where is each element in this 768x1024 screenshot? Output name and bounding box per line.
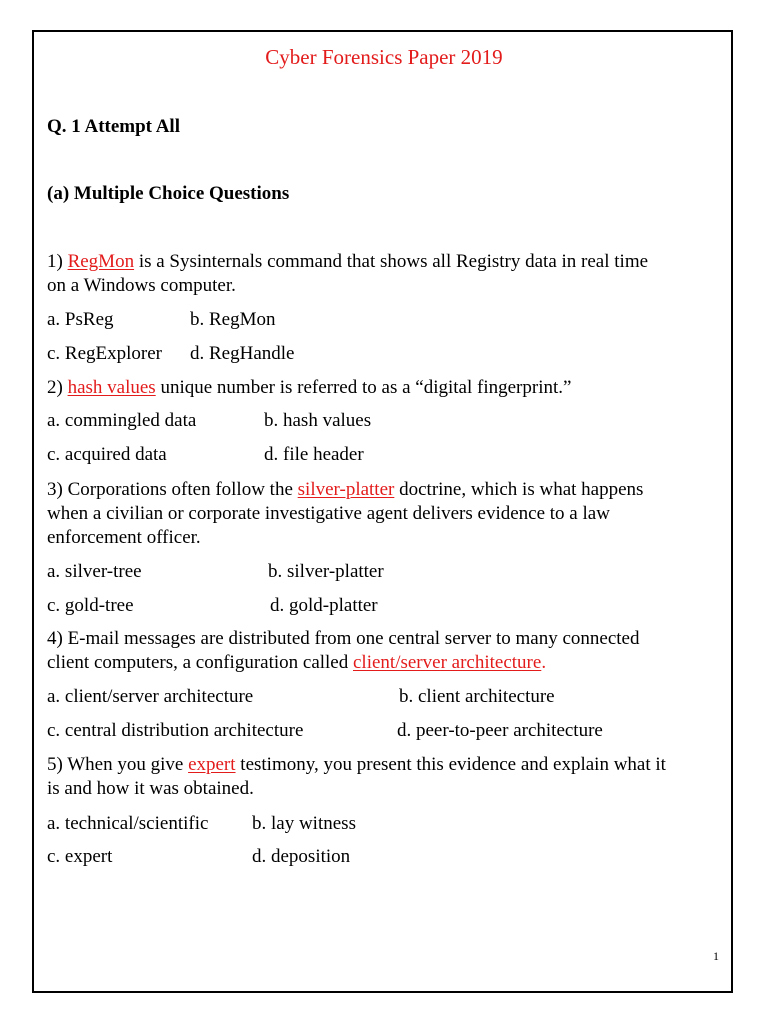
question-4-prefix: client computers, a configuration called — [47, 652, 353, 673]
page-title: Cyber Forensics Paper 2019 — [265, 45, 503, 69]
question-5-suffix: testimony, you present this evidence and explain what it — [235, 754, 666, 775]
question-4-option-a: a. client/server architecture — [47, 686, 254, 707]
question-5-answer: expert — [188, 754, 236, 775]
question-3-prefix: 3) Corporations often follow the — [47, 479, 298, 500]
question-2-suffix: unique number is referred to as a “digital fingerprint.” — [155, 377, 572, 398]
question-2-option-d: d. file header — [264, 444, 364, 465]
question-1-option-d: d. RegHandle — [190, 343, 295, 364]
question-3-option-a: a. silver-tree — [47, 561, 142, 582]
question-1-line-2: on a Windows computer. — [47, 275, 236, 296]
question-3-option-c: c. gold-tree — [47, 595, 134, 616]
question-5-prefix: 5) When you give — [47, 754, 189, 775]
question-2-option-b: b. hash values — [264, 410, 372, 431]
question-4-line-1: 4) E-mail messages are distributed from one central server to many connected — [47, 628, 640, 649]
section-heading: Q. 1 Attempt All — [47, 116, 180, 137]
question-3-suffix: doctrine, which is what happens — [394, 479, 644, 500]
question-4-option-b: b. client architecture — [399, 686, 555, 707]
question-4-answer: client/server architecture — [353, 652, 542, 673]
question-2-option-c: c. acquired data — [47, 444, 167, 465]
question-1-option-c: c. RegExplorer — [47, 343, 163, 364]
question-2-prefix: 2) — [47, 377, 68, 398]
question-5-option-a: a. technical/scientific — [47, 813, 209, 834]
question-2-line-1 — [47, 376, 571, 400]
question-4-option-c: c. central distribution architecture — [47, 720, 304, 741]
question-4-line-2 — [47, 651, 546, 675]
question-1-answer: RegMon — [67, 251, 135, 272]
question-3-line-3: enforcement officer. — [47, 527, 201, 548]
question-5-line-2: is and how it was obtained. — [47, 778, 254, 799]
question-5-option-c: c. expert — [47, 846, 113, 867]
question-3-line-1 — [47, 478, 643, 502]
subsection-heading: (a) Multiple Choice Questions — [47, 183, 290, 204]
question-5-line-1 — [47, 753, 666, 777]
question-1-prefix: 1) — [47, 251, 68, 272]
question-1-option-b: b. RegMon — [190, 309, 276, 330]
question-1-line-1 — [47, 250, 648, 274]
question-2-answer: hash values — [67, 377, 156, 398]
question-1-suffix: is a Sysinternals command that shows all Registry data in real time — [134, 251, 649, 272]
question-3-option-d: d. gold-platter — [270, 595, 378, 616]
question-1-option-a: a. PsReg — [47, 309, 114, 330]
question-3-line-2: when a civilian or corporate investigative agent delivers evidence to a law — [47, 503, 610, 524]
question-3-answer: silver-platter — [297, 479, 395, 500]
question-4-suffix: . — [541, 652, 547, 673]
question-4-option-d: d. peer-to-peer architecture — [397, 720, 603, 741]
page-number: 1 — [713, 949, 719, 963]
question-2-option-a: a. commingled data — [47, 410, 197, 431]
question-3-option-b: b. silver-platter — [268, 561, 384, 582]
question-5-option-d: d. deposition — [252, 846, 351, 867]
question-5-option-b: b. lay witness — [252, 813, 356, 834]
